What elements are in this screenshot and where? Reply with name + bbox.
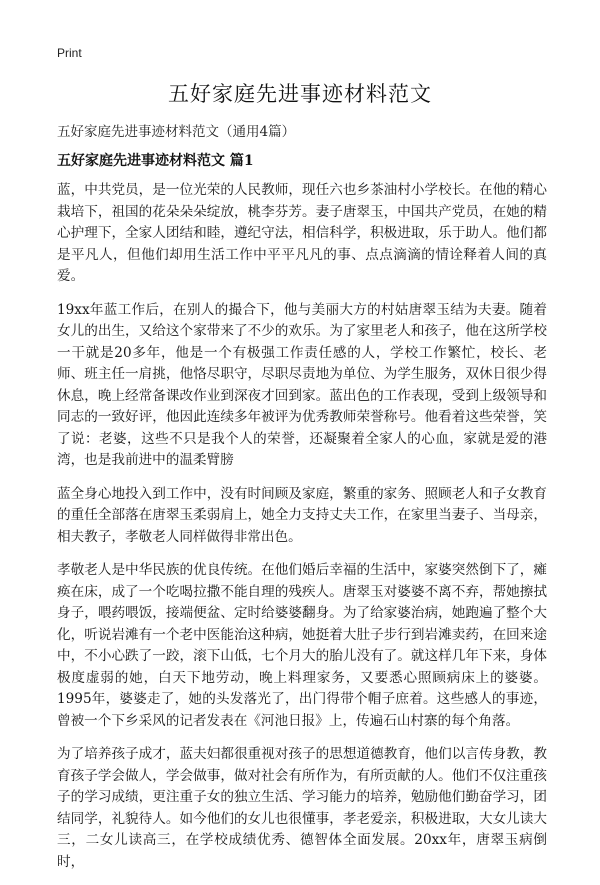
document-title: 五好家庭先进事迹材料范文 (168, 82, 432, 106)
paragraph-3: 蓝全身心地投入到工作中，没有时间顾及家庭，繁重的家务、照顾老人和子女教育的重任全部落在唐翠玉柔弱肩上，她全力支持丈夫工作，在家里当妻子、当母亲，相夫教子，孝敬老人同样做得非常出色。 (57, 485, 547, 545)
document-body (57, 180, 547, 885)
paragraph-1: 蓝，中共党员，是一位光荣的人民教师，现任六也乡茶油村小学校长。在他的精心栽培下，祖国的花朵朵朵绽放，桃李芬芳。妻子唐翠玉，中国共产党员，在她的精心护理下，全家人团结和睦，遵纪守法，相信科学，积极进取，乐于助人。他们都是平凡人，但他们却用生活工作中平平凡凡的事、点点滴滴的情诠释着人间的真爱。 (57, 182, 547, 284)
paragraph-5: 为了培养孩子成才，蓝夫妇都很重视对孩子的思想道德教育，他们以言传身教，教育孩子学会做人，学会做事，做对社会有所作为，有所贡献的人。他们不仅注重孩子的学习成绩，更注重子女的独立生活、学习能力的培养，勉励他们勤奋学习，团结同学，礼貌待人。如今他们的女儿也很懂事，孝老爱亲，积极进取，大女儿读大三，二女儿读高三，在学校成绩优秀、德智体全面发展。20xx年，唐翠玉病倒时， (57, 746, 547, 870)
document-subtitle: 五好家庭先进事迹材料范文（通用4篇） (57, 124, 296, 140)
print-link[interactable]: Print (57, 46, 82, 60)
section-heading: 五好家庭先进事迹材料范文 篇1 (57, 153, 254, 169)
paragraph-4: 孝敬老人是中华民族的优良传统。在他们婚后幸福的生活中，家婆突然倒下了，瘫痪在床，成了一个吃喝拉撒不能自理的残疾人。唐翠玉对婆婆不离不弃，帮她擦拭身子，喂药喂饭，接端便盆、定时给婆婆翻身。为了给家婆治病，她跑遍了整个大化，听说岩滩有一个老中医能治这种病，她挺着大肚子步行到岩滩卖药，在回来途中，不小心跌了一跤，滚下山低，七个月大的胎儿没有了。就这样几年下来，身体极度虚弱的她，白天下地劳动，晚上料理家务，又要悉心照顾病床上的婆婆。1995年，婆婆走了，她的头发落光了，出门得带个帽子庶着。这些感人的事迹，曾被一个下乡采风的记者发表在《河池日报》上，传遍石山村寨的每个角落。 (57, 562, 547, 729)
paragraph-2: 19xx年蓝工作后，在别人的撮合下，他与美丽大方的村姑唐翠玉结为夫妻。随着女儿的出生，又给这个家带来了不少的欢乐。为了家里老人和孩子，他在这所学校一干就是20多年，他是一个有极强工作责任感的人，学校工作繁忙，校长、老师、班主任一肩挑，他恪尽职守，尽职尽责地为单位、为学生服务，双休日很少得休息，晚上经常备课改作业到深夜才回到家。蓝出色的工作表现，受到上级领导和同志的一致好评，他因此连续多年被评为优秀教师荣誉称号。他看着这些荣誉，笑了说：老婆，这些不只是我个人的荣誉，还凝聚着全家人的心血，家就是爱的港湾，也是我前进中的温柔臂膀 (57, 301, 547, 468)
